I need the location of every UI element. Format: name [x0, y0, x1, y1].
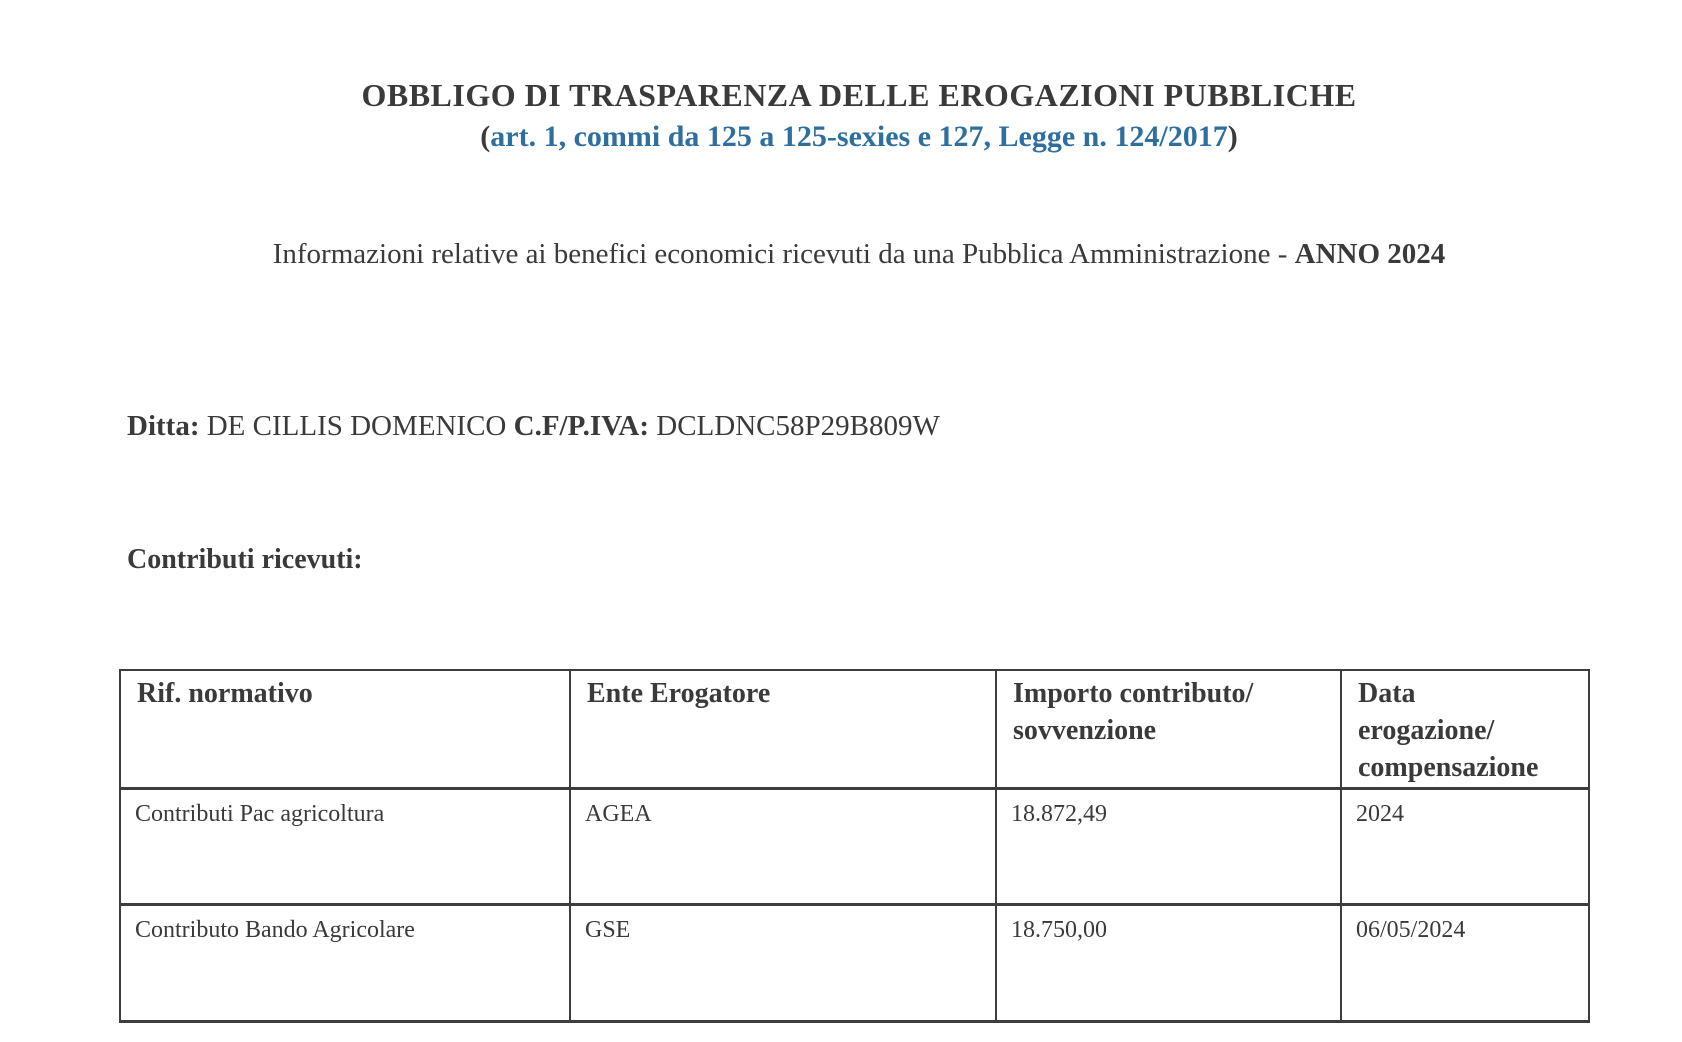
cell-data-erogazione: 2024	[1341, 788, 1589, 904]
header-line: Data	[1358, 678, 1416, 709]
column-header-rif-normativo	[120, 670, 570, 788]
header-line: Ente Erogatore	[587, 678, 771, 709]
cell-importo: 18.872,49	[996, 788, 1341, 904]
header-line: Rif. normativo	[137, 678, 313, 709]
subtitle-open-paren: (	[480, 120, 491, 153]
company-name: DE CILLIS DOMENICO	[199, 410, 514, 442]
intro-line	[36, 236, 1682, 272]
header-line: Importo contributo/	[1013, 678, 1254, 709]
subtitle-close-paren: )	[1227, 120, 1238, 153]
document-title: OBBLIGO DI TRASPARENZA DELLE EROGAZIONI PUBBLICHE	[361, 77, 1357, 113]
intro-text: Informazioni relative ai benefici economici ricevuti da una Pubblica Amministrazione -	[272, 238, 1295, 270]
header-line: compensazione	[1358, 752, 1539, 783]
column-header-importo	[996, 670, 1341, 788]
table-header-row	[120, 670, 1589, 788]
company-cf-value: DCLDNC58P29B809W	[649, 410, 940, 442]
header-line: erogazione/	[1358, 715, 1495, 746]
document-header	[36, 74, 1682, 158]
column-header-data-erogazione	[1341, 670, 1589, 788]
table-row	[120, 904, 1589, 1021]
cell-data-erogazione: 06/05/2024	[1341, 904, 1589, 1021]
cell-rif-normativo: Contributi Pac agricoltura	[120, 788, 570, 904]
header-line: sovvenzione	[1013, 715, 1157, 746]
company-cf-label: C.F/P.IVA:	[513, 410, 649, 442]
company-line	[127, 408, 940, 444]
cell-importo: 18.750,00	[996, 904, 1341, 1021]
company-label: Ditta:	[127, 410, 200, 442]
section-heading: Contributi ricevuti:	[127, 544, 363, 575]
column-header-ente-erogatore	[570, 670, 996, 788]
contributions-table	[119, 669, 1590, 1023]
law-reference-link[interactable]: art. 1, commi da 125 a 125-sexies e 127, Legge n. 124/2017	[490, 120, 1228, 153]
table-row	[120, 788, 1589, 904]
document-subtitle	[36, 116, 1682, 158]
cell-ente-erogatore: AGEA	[570, 788, 996, 904]
intro-year: ANNO 2024	[1294, 238, 1446, 270]
cell-ente-erogatore: GSE	[570, 904, 996, 1021]
cell-rif-normativo: Contributo Bando Agricolare	[120, 904, 570, 1021]
